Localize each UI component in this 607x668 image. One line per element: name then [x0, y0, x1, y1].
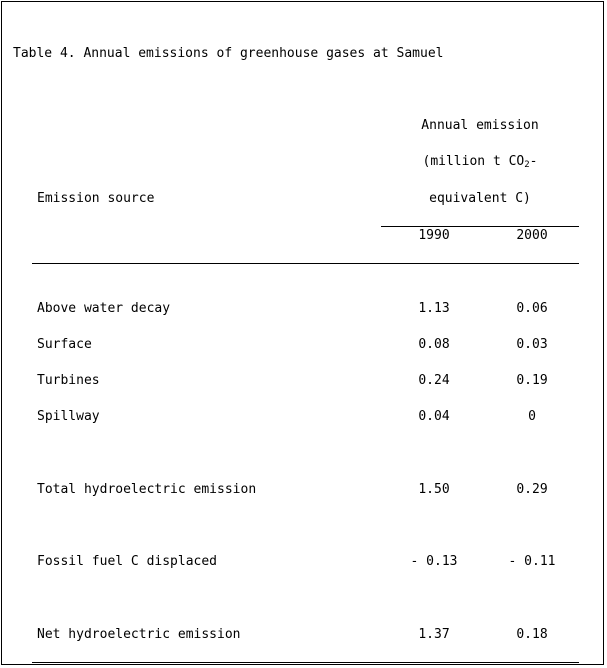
unit-subscript: 2	[524, 160, 530, 170]
header-bottom-rule	[32, 263, 579, 264]
row-value-1990: 1.13	[418, 301, 450, 316]
row-label: Total hydroelectric emission	[37, 482, 257, 497]
row-value-1990: 0.04	[418, 409, 450, 424]
emission-source-header: Emission source	[37, 191, 155, 206]
unit-header-line2: equivalent C)	[429, 191, 531, 206]
row-value-2000: - 0.11	[508, 554, 556, 569]
year-header-2000: 2000	[516, 228, 548, 243]
row-value-2000: 0	[528, 409, 536, 424]
year-header-1990: 1990	[418, 228, 450, 243]
row-value-2000: 0.19	[516, 373, 548, 388]
row-label: Surface	[37, 337, 92, 352]
table-bottom-rule	[32, 662, 579, 663]
row-label: Turbines	[37, 373, 100, 388]
unit-suffix: -	[529, 154, 538, 169]
row-label: Above water decay	[37, 301, 171, 316]
row-value-2000: 0.18	[516, 627, 548, 642]
row-label: Spillway	[37, 409, 100, 424]
row-label: Fossil fuel C displaced	[37, 554, 218, 569]
row-value-1990: 1.50	[418, 482, 450, 497]
row-value-1990: 0.08	[418, 337, 450, 352]
unit-header-line1	[380, 154, 580, 170]
year-header-rule	[381, 226, 579, 227]
annual-emission-header: Annual emission	[421, 118, 539, 133]
row-value-1990: - 0.13	[410, 554, 458, 569]
row-label: Net hydroelectric emission	[37, 627, 241, 642]
row-value-1990: 0.24	[418, 373, 450, 388]
row-value-2000: 0.03	[516, 337, 548, 352]
unit-prefix: (million t CO	[422, 154, 525, 169]
table-caption: Table 4. Annual emissions of greenhouse gases at Samuel	[13, 46, 444, 61]
row-value-1990: 1.37	[418, 627, 450, 642]
row-value-2000: 0.29	[516, 482, 548, 497]
row-value-2000: 0.06	[516, 301, 548, 316]
